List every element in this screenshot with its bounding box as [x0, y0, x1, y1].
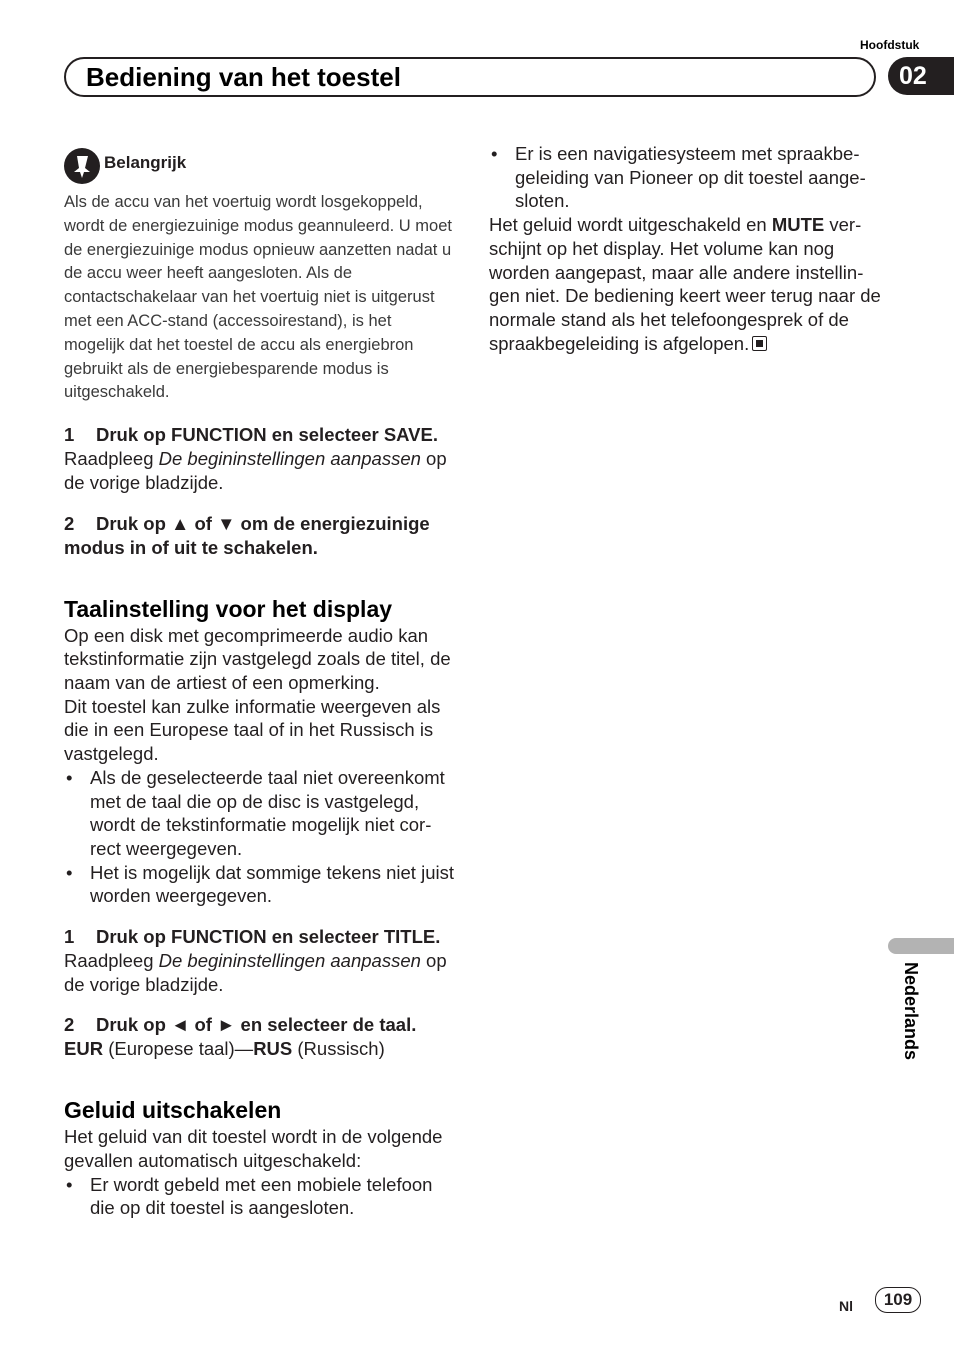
mute-bullets-right — [489, 142, 881, 213]
chapter-label: Hoofdstuk — [860, 38, 920, 52]
step-text: Druk op ◄ of ► en selecteer de taal. — [96, 1014, 417, 1036]
important-notice-header — [64, 144, 456, 184]
language-options — [64, 1037, 456, 1061]
step-number: 2 — [64, 512, 75, 534]
result-text: verschijnt op het display. Het volume kan nog worden aangepast, maar alle andere instellingen niet. De bediening keert weer terug naar de normale stand als het telefoongesprek of de spraakbegeleiding is afgelopen. — [489, 214, 881, 354]
title-step-1 — [64, 925, 456, 949]
step-text: Druk op FUNCTION en selecteer SAVE. — [96, 424, 438, 446]
title-step-2 — [64, 1013, 456, 1037]
note-text: op de vorige bladzijde. — [64, 950, 447, 995]
language-label: Nederlands — [901, 962, 921, 1061]
list-item: • Het is mogelijk dat sommige tekens niet juist worden weergegeven. — [64, 861, 456, 908]
option-eur: EUR — [64, 1038, 104, 1060]
note-reference: De begininstellingen aanpassen — [158, 448, 421, 470]
chapter-title-bar — [64, 57, 876, 97]
title-step-1-note — [64, 949, 456, 996]
language-para-2: Dit toestel kan zulke informatie weergeven als die in een Europese taal of in het Russisch is vastgelegd. — [64, 695, 441, 765]
language-code: Nl — [839, 1298, 853, 1314]
section-heading-language: Taalinstelling voor het display — [64, 595, 393, 622]
list-item: • Er wordt gebeld met een mobiele telefoon die op dit toestel is aangesloten. — [64, 1173, 456, 1220]
save-step-1 — [64, 423, 456, 447]
result-text: Het geluid wordt uitgeschakeld en — [489, 214, 772, 236]
chapter-badge — [888, 57, 954, 95]
mute-result — [489, 213, 881, 355]
important-label: Belangrijk — [104, 153, 187, 172]
option-rus: RUS — [253, 1038, 293, 1060]
page-title: Bediening van het toestel — [86, 62, 401, 92]
option-desc: (Europese taal)— — [103, 1038, 254, 1060]
chapter-number: 02 — [899, 62, 927, 90]
note-reference: De begininstellingen aanpassen — [158, 950, 421, 972]
page-number: 109 — [875, 1287, 921, 1313]
language-para-1: Op een disk met gecomprimeerde audio kan tekstinformatie zijn vastgelegd zoals de titel, de naam van de artiest of een opmerking. — [64, 624, 451, 693]
option-desc: (Russisch) — [292, 1038, 385, 1060]
mute-para: Het geluid van dit toestel wordt in de volgende gevallen automatisch uitgeschakeld: — [64, 1126, 443, 1171]
step-number: 1 — [64, 424, 75, 446]
right-column — [489, 142, 881, 355]
save-step-2 — [64, 512, 456, 560]
language-tab — [888, 938, 954, 954]
section-heading-mute: Geluid uitschakelen — [64, 1097, 282, 1124]
note-text: Raadpleeg — [64, 448, 159, 470]
step-text: Druk op ▲ of ▼ om de energiezuinige modus in of uit te schakelen. — [64, 512, 430, 558]
list-item: • Er is een navigatiesysteem met spraakbegeleiding van Pioneer op dit toestel aangesloten. — [489, 142, 881, 213]
note-text: Raadpleeg — [64, 950, 159, 972]
step-number: 1 — [64, 926, 75, 948]
important-text: Als de accu van het voertuig wordt losgekoppeld, wordt de energiezuinige modus geannuleerd. U moet de energiezuinige modus opnieuw aanzetten nadat u de accu weer heeft aangesloten. Als de contactschakelaar van het voertuig niet is uitgerust met een ACC-stand (accessoirestand), is het mogelijk dat het toestel de accu als energiebron gebruikt als de energiebesparende modus is uitgeschakeld. — [64, 193, 452, 402]
note-text: op de vorige bladzijde. — [64, 448, 447, 493]
save-step-1-note — [64, 447, 456, 494]
mute-indicator: MUTE — [771, 214, 825, 236]
step-number: 2 — [64, 1014, 75, 1036]
important-icon — [64, 148, 100, 184]
language-bullets — [64, 766, 456, 908]
end-of-section-icon — [752, 336, 767, 351]
list-item: • Als de geselecteerde taal niet overeenkomt met de taal die op de disc is vastgelegd, wordt de tekstinformatie mogelijk niet correct weergegeven. — [64, 766, 456, 861]
left-column — [64, 144, 456, 1220]
step-text: Druk op FUNCTION en selecteer TITLE. — [96, 926, 441, 948]
mute-bullets-left — [64, 1173, 456, 1220]
